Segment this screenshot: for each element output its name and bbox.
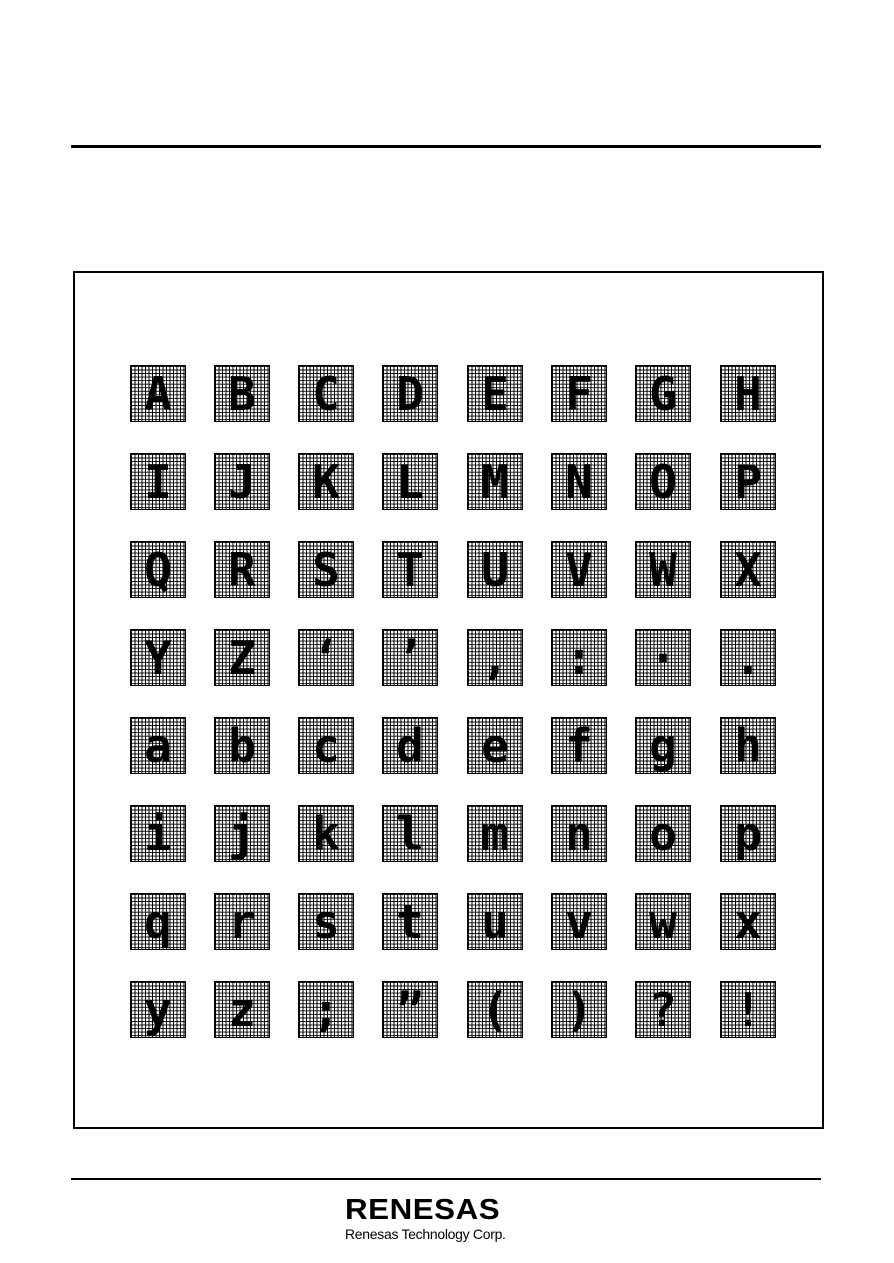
char-glyph: ?: [649, 982, 677, 1037]
char-glyph: J: [228, 454, 256, 509]
char-tile: [382, 717, 438, 774]
char-glyph: K: [312, 454, 340, 509]
char-glyph: S: [312, 542, 340, 597]
char-glyph: m: [481, 806, 509, 861]
char-glyph: l: [396, 806, 424, 861]
char-tile: [130, 629, 186, 686]
char-tile: [467, 717, 523, 774]
char-glyph: U: [481, 542, 509, 597]
renesas-logo: [345, 1196, 545, 1246]
logo-company-name: Renesas Technology Corp.: [345, 1226, 506, 1242]
char-tile: [298, 805, 354, 862]
char-tile: [551, 365, 607, 422]
char-tile: [382, 805, 438, 862]
char-tile: [720, 805, 776, 862]
char-glyph: d: [396, 718, 424, 773]
char-glyph: I: [144, 454, 172, 509]
char-tile: [214, 541, 270, 598]
char-glyph: ”: [396, 982, 424, 1037]
char-tile: [551, 805, 607, 862]
char-tile: [467, 893, 523, 950]
char-tile: [467, 629, 523, 686]
char-glyph: ·: [649, 630, 677, 685]
char-tile: [635, 453, 691, 510]
char-glyph: W: [649, 542, 677, 597]
char-glyph: ’: [396, 630, 424, 685]
char-glyph: x: [734, 894, 762, 949]
char-tile: [130, 541, 186, 598]
char-glyph: ;: [312, 982, 340, 1037]
char-tile: [551, 629, 607, 686]
char-tile: [382, 453, 438, 510]
char-glyph: (: [481, 982, 509, 1037]
char-glyph: r: [228, 894, 256, 949]
char-glyph: L: [396, 454, 424, 509]
char-glyph: Q: [144, 542, 172, 597]
char-glyph: !: [734, 982, 762, 1037]
char-glyph: y: [144, 982, 172, 1037]
char-glyph: N: [565, 454, 593, 509]
char-tile: [214, 365, 270, 422]
char-tile: [214, 717, 270, 774]
char-glyph: ,: [481, 630, 509, 685]
char-glyph: F: [565, 366, 593, 421]
char-glyph: :: [565, 630, 593, 685]
char-tile: [298, 365, 354, 422]
char-tile: [130, 981, 186, 1038]
footer-rule: [71, 1178, 821, 1180]
char-glyph: q: [144, 894, 172, 949]
char-glyph: V: [565, 542, 593, 597]
char-glyph: s: [312, 894, 340, 949]
char-glyph: B: [228, 366, 256, 421]
char-glyph: e: [481, 718, 509, 773]
char-tile: [635, 541, 691, 598]
char-glyph: .: [734, 630, 762, 685]
char-tile: [298, 541, 354, 598]
char-tile: [467, 805, 523, 862]
char-glyph: ‘: [312, 630, 340, 685]
char-tile: [382, 629, 438, 686]
char-tile: [214, 981, 270, 1038]
char-glyph: c: [312, 718, 340, 773]
char-tile: [720, 541, 776, 598]
char-tile: [720, 629, 776, 686]
char-tile: [635, 893, 691, 950]
char-glyph: p: [734, 806, 762, 861]
char-tile: [551, 541, 607, 598]
char-glyph: h: [734, 718, 762, 773]
char-glyph: Y: [144, 630, 172, 685]
char-tile: [214, 453, 270, 510]
char-tile: [720, 717, 776, 774]
char-glyph: t: [396, 894, 424, 949]
char-tile: [467, 981, 523, 1038]
char-tile: [720, 365, 776, 422]
char-tile: [467, 541, 523, 598]
char-tile: [214, 629, 270, 686]
char-tile: [635, 365, 691, 422]
char-tile: [130, 365, 186, 422]
char-glyph: n: [565, 806, 593, 861]
char-tile: [298, 893, 354, 950]
char-tile: [298, 453, 354, 510]
char-tile: [720, 981, 776, 1038]
char-tile: [635, 717, 691, 774]
char-tile: [551, 453, 607, 510]
char-glyph: g: [649, 718, 677, 773]
char-glyph: D: [396, 366, 424, 421]
char-tile: [382, 981, 438, 1038]
char-glyph: j: [228, 806, 256, 861]
char-tile: [298, 629, 354, 686]
char-glyph: w: [649, 894, 677, 949]
char-glyph: R: [228, 542, 256, 597]
char-tile: [382, 541, 438, 598]
char-tile: [467, 365, 523, 422]
char-tile: [720, 453, 776, 510]
char-glyph: A: [144, 366, 172, 421]
char-glyph: M: [481, 454, 509, 509]
char-glyph: z: [228, 982, 256, 1037]
char-tile: [298, 981, 354, 1038]
char-tile: [130, 453, 186, 510]
char-glyph: b: [228, 718, 256, 773]
logo-wordmark: RENESAS: [345, 1194, 501, 1226]
char-glyph: E: [481, 366, 509, 421]
char-tile: [214, 805, 270, 862]
char-glyph: C: [312, 366, 340, 421]
char-tile: [130, 717, 186, 774]
char-tile: [382, 893, 438, 950]
char-glyph: G: [649, 366, 677, 421]
char-tile: [130, 893, 186, 950]
char-tile: [298, 717, 354, 774]
char-glyph: o: [649, 806, 677, 861]
char-glyph: Z: [228, 630, 256, 685]
figure-frame: [73, 271, 824, 1129]
char-tile: [720, 893, 776, 950]
char-tile: [130, 805, 186, 862]
char-glyph: O: [649, 454, 677, 509]
char-glyph: u: [481, 894, 509, 949]
header-rule: [71, 145, 821, 148]
char-glyph: H: [734, 366, 762, 421]
char-glyph: T: [396, 542, 424, 597]
char-glyph: f: [565, 718, 593, 773]
char-tile: [551, 717, 607, 774]
char-glyph: P: [734, 454, 762, 509]
char-glyph: i: [144, 806, 172, 861]
char-tile: [214, 893, 270, 950]
char-glyph: k: [312, 806, 340, 861]
char-tile: [382, 365, 438, 422]
char-tile: [551, 893, 607, 950]
char-tile: [467, 453, 523, 510]
char-tile: [551, 981, 607, 1038]
char-glyph: X: [734, 542, 762, 597]
char-glyph: ): [565, 982, 593, 1037]
char-tile: [635, 805, 691, 862]
char-tile: [635, 981, 691, 1038]
char-glyph: a: [144, 718, 172, 773]
char-glyph: v: [565, 894, 593, 949]
char-tile: [635, 629, 691, 686]
